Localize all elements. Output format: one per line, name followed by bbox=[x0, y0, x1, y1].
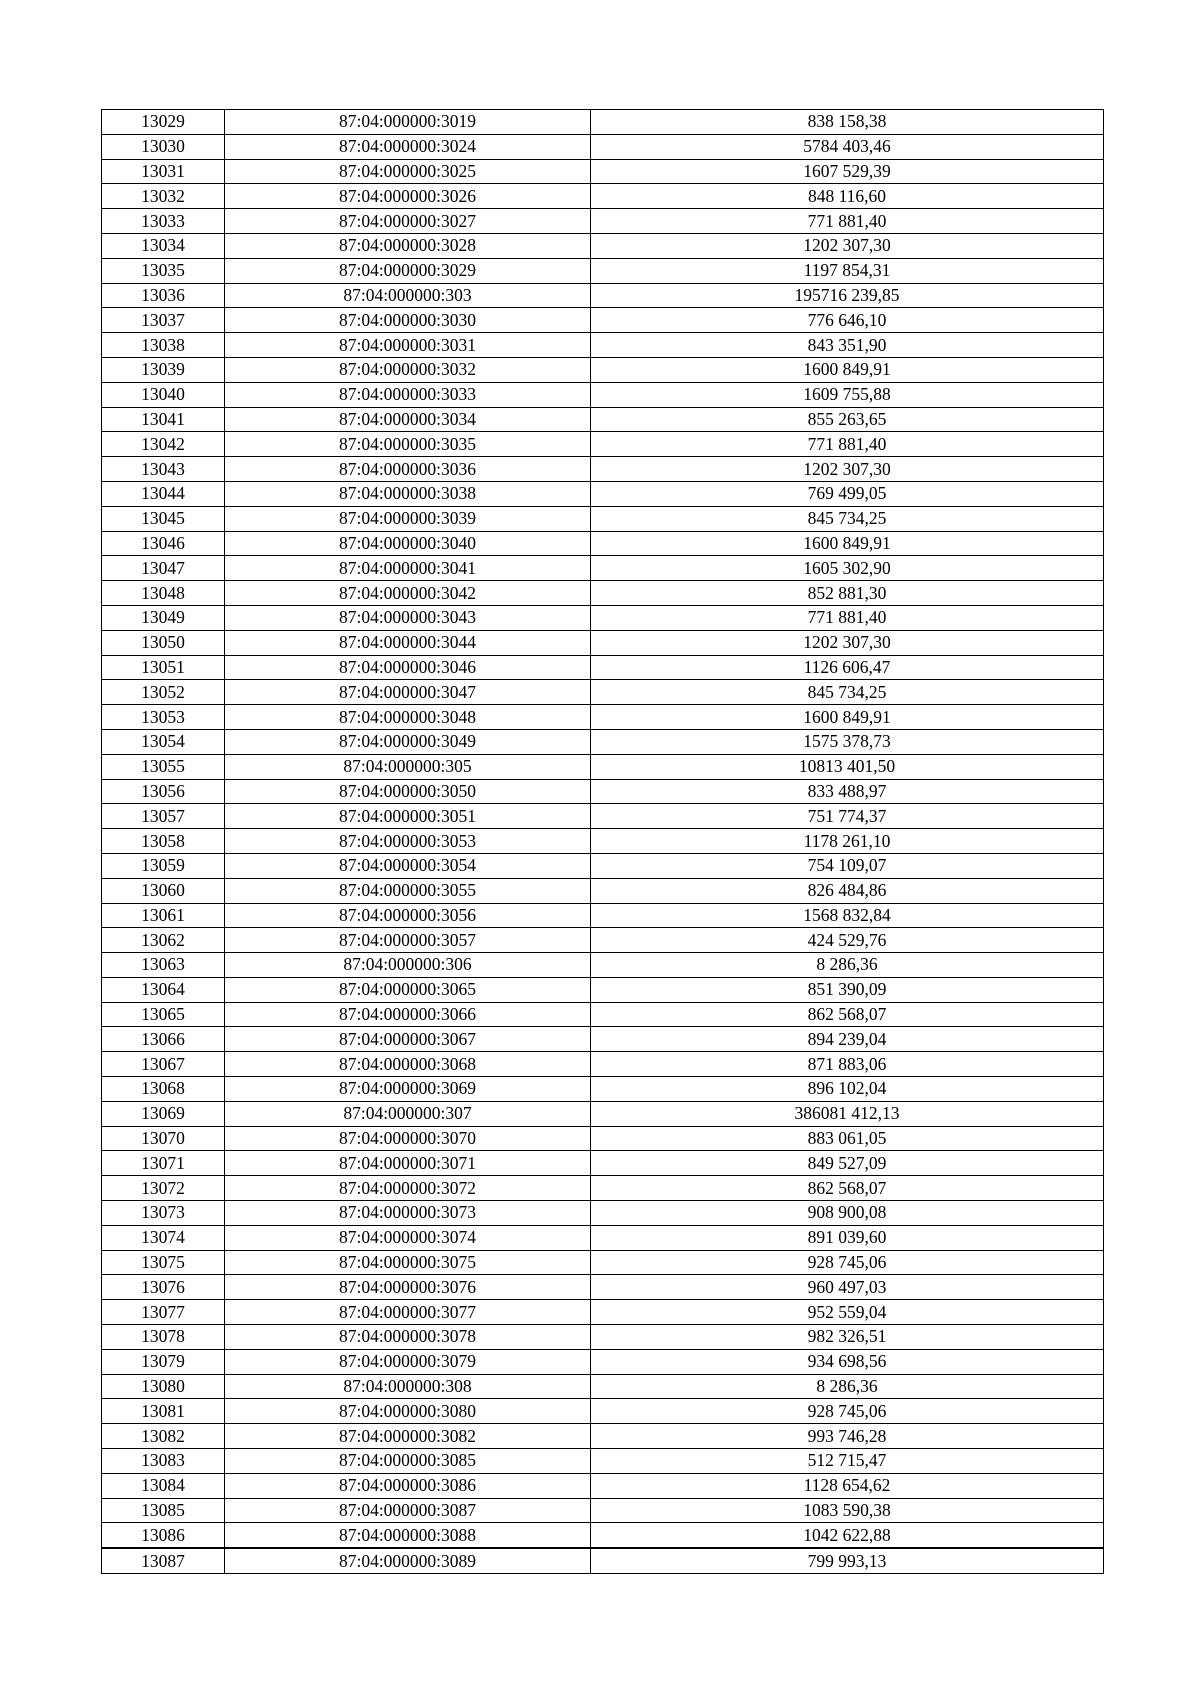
table-row bbox=[102, 953, 1104, 978]
cadastral-value-cell: 1197 854,31 bbox=[591, 258, 1104, 283]
table-row bbox=[102, 1027, 1104, 1052]
cadastral-value-cell: 1609 755,88 bbox=[591, 382, 1104, 407]
cadastral-number-cell: 87:04:000000:3078 bbox=[225, 1325, 591, 1350]
cadastral-value-cell: 852 881,30 bbox=[591, 581, 1104, 606]
cadastral-value-cell: 10813 401,50 bbox=[591, 754, 1104, 779]
table-row bbox=[102, 1349, 1104, 1374]
cadastral-value-cell: 1600 849,91 bbox=[591, 357, 1104, 382]
table-row bbox=[102, 184, 1104, 209]
cadastral-number-cell: 87:04:000000:3087 bbox=[225, 1498, 591, 1523]
cadastral-number-cell: 87:04:000000:308 bbox=[225, 1374, 591, 1399]
cadastral-number-cell: 87:04:000000:3050 bbox=[225, 779, 591, 804]
row-number-cell: 13040 bbox=[102, 382, 225, 407]
cadastral-value-cell: 1605 302,90 bbox=[591, 556, 1104, 581]
cadastral-value-cell: 982 326,51 bbox=[591, 1325, 1104, 1350]
table-row bbox=[102, 333, 1104, 358]
cadastral-value-cell: 1083 590,38 bbox=[591, 1498, 1104, 1523]
table-row bbox=[102, 1275, 1104, 1300]
table-row bbox=[102, 1126, 1104, 1151]
cadastral-value-cell: 894 239,04 bbox=[591, 1027, 1104, 1052]
cadastral-number-cell: 87:04:000000:307 bbox=[225, 1101, 591, 1126]
cadastral-value-cell: 5784 403,46 bbox=[591, 134, 1104, 159]
cadastral-number-cell: 87:04:000000:3082 bbox=[225, 1424, 591, 1449]
row-number-cell: 13048 bbox=[102, 581, 225, 606]
cadastral-number-cell: 87:04:000000:303 bbox=[225, 283, 591, 308]
cadastral-number-cell: 87:04:000000:3053 bbox=[225, 829, 591, 854]
row-number-cell: 13034 bbox=[102, 233, 225, 258]
row-number-cell: 13065 bbox=[102, 1002, 225, 1027]
cadastral-value-cell: 896 102,04 bbox=[591, 1077, 1104, 1102]
table-row bbox=[102, 1300, 1104, 1325]
cadastral-number-cell: 87:04:000000:3088 bbox=[225, 1523, 591, 1548]
table-row bbox=[102, 1498, 1104, 1523]
row-number-cell: 13044 bbox=[102, 481, 225, 506]
cadastral-number-cell: 87:04:000000:3071 bbox=[225, 1151, 591, 1176]
table-row bbox=[102, 1473, 1104, 1498]
table-row bbox=[102, 878, 1104, 903]
cadastral-number-cell: 87:04:000000:306 bbox=[225, 953, 591, 978]
row-number-cell: 13063 bbox=[102, 953, 225, 978]
table-row bbox=[102, 432, 1104, 457]
row-number-cell: 13062 bbox=[102, 928, 225, 953]
cadastral-value-cell: 769 499,05 bbox=[591, 481, 1104, 506]
cadastral-number-cell: 87:04:000000:3035 bbox=[225, 432, 591, 457]
row-number-cell: 13052 bbox=[102, 680, 225, 705]
cadastral-value-cell: 751 774,37 bbox=[591, 804, 1104, 829]
row-number-cell: 13084 bbox=[102, 1473, 225, 1498]
cadastral-number-cell: 87:04:000000:3065 bbox=[225, 977, 591, 1002]
row-number-cell: 13059 bbox=[102, 853, 225, 878]
cadastral-number-cell: 87:04:000000:3069 bbox=[225, 1077, 591, 1102]
cadastral-number-cell: 87:04:000000:3029 bbox=[225, 258, 591, 283]
cadastral-value-cell: 1178 261,10 bbox=[591, 829, 1104, 854]
row-number-cell: 13061 bbox=[102, 903, 225, 928]
cadastral-number-cell: 87:04:000000:3073 bbox=[225, 1201, 591, 1226]
cadastral-number-cell: 87:04:000000:3074 bbox=[225, 1225, 591, 1250]
cadastral-number-cell: 87:04:000000:3076 bbox=[225, 1275, 591, 1300]
table-row bbox=[102, 209, 1104, 234]
row-number-cell: 13064 bbox=[102, 977, 225, 1002]
cadastral-number-cell: 87:04:000000:3032 bbox=[225, 357, 591, 382]
row-number-cell: 13046 bbox=[102, 531, 225, 556]
row-number-cell: 13056 bbox=[102, 779, 225, 804]
cadastral-value-cell: 1607 529,39 bbox=[591, 159, 1104, 184]
cadastral-number-cell: 87:04:000000:3066 bbox=[225, 1002, 591, 1027]
cadastral-value-cell: 849 527,09 bbox=[591, 1151, 1104, 1176]
table-row bbox=[102, 779, 1104, 804]
cadastral-value-cell: 908 900,08 bbox=[591, 1201, 1104, 1226]
cadastral-number-cell: 87:04:000000:3019 bbox=[225, 110, 591, 135]
table-row bbox=[102, 605, 1104, 630]
cadastral-value-cell: 826 484,86 bbox=[591, 878, 1104, 903]
cadastral-value-cell: 776 646,10 bbox=[591, 308, 1104, 333]
table-row bbox=[102, 1101, 1104, 1126]
row-number-cell: 13066 bbox=[102, 1027, 225, 1052]
row-number-cell: 13085 bbox=[102, 1498, 225, 1523]
cadastral-number-cell: 87:04:000000:3030 bbox=[225, 308, 591, 333]
cadastral-value-cell: 891 039,60 bbox=[591, 1225, 1104, 1250]
table-row bbox=[102, 804, 1104, 829]
cadastral-value-cell: 8 286,36 bbox=[591, 1374, 1104, 1399]
table-row bbox=[102, 134, 1104, 159]
row-number-cell: 13087 bbox=[102, 1548, 225, 1573]
cadastral-value-cell: 1128 654,62 bbox=[591, 1473, 1104, 1498]
cadastral-number-cell: 87:04:000000:3046 bbox=[225, 655, 591, 680]
cadastral-number-cell: 87:04:000000:3048 bbox=[225, 705, 591, 730]
row-number-cell: 13031 bbox=[102, 159, 225, 184]
table-row bbox=[102, 977, 1104, 1002]
cadastral-number-cell: 87:04:000000:3070 bbox=[225, 1126, 591, 1151]
table-row bbox=[102, 1399, 1104, 1424]
cadastral-value-cell: 862 568,07 bbox=[591, 1176, 1104, 1201]
cadastral-value-cell: 851 390,09 bbox=[591, 977, 1104, 1002]
cadastral-number-cell: 87:04:000000:3034 bbox=[225, 407, 591, 432]
table-row bbox=[102, 853, 1104, 878]
cadastral-value-cell: 1575 378,73 bbox=[591, 729, 1104, 754]
cadastral-number-cell: 87:04:000000:3047 bbox=[225, 680, 591, 705]
cadastral-number-cell: 87:04:000000:3079 bbox=[225, 1349, 591, 1374]
table-row bbox=[102, 159, 1104, 184]
table-row bbox=[102, 903, 1104, 928]
cadastral-value-cell: 928 745,06 bbox=[591, 1250, 1104, 1275]
row-number-cell: 13049 bbox=[102, 605, 225, 630]
cadastral-number-cell: 87:04:000000:3043 bbox=[225, 605, 591, 630]
cadastral-value-cell: 928 745,06 bbox=[591, 1399, 1104, 1424]
cadastral-number-cell: 87:04:000000:3068 bbox=[225, 1052, 591, 1077]
table-row bbox=[102, 457, 1104, 482]
row-number-cell: 13079 bbox=[102, 1349, 225, 1374]
row-number-cell: 13053 bbox=[102, 705, 225, 730]
table-row bbox=[102, 233, 1104, 258]
row-number-cell: 13055 bbox=[102, 754, 225, 779]
cadastral-number-cell: 87:04:000000:3031 bbox=[225, 333, 591, 358]
cadastral-value-cell: 862 568,07 bbox=[591, 1002, 1104, 1027]
table-row bbox=[102, 754, 1104, 779]
row-number-cell: 13037 bbox=[102, 308, 225, 333]
row-number-cell: 13036 bbox=[102, 283, 225, 308]
row-number-cell: 13082 bbox=[102, 1424, 225, 1449]
cadastral-number-cell: 87:04:000000:3042 bbox=[225, 581, 591, 606]
row-number-cell: 13029 bbox=[102, 110, 225, 135]
cadastral-value-cell: 952 559,04 bbox=[591, 1300, 1104, 1325]
table-row bbox=[102, 407, 1104, 432]
cadastral-value-cell: 799 993,13 bbox=[591, 1548, 1104, 1573]
row-number-cell: 13072 bbox=[102, 1176, 225, 1201]
table-row bbox=[102, 705, 1104, 730]
cadastral-value-cell: 1042 622,88 bbox=[591, 1523, 1104, 1548]
table-row bbox=[102, 680, 1104, 705]
cadastral-number-cell: 87:04:000000:305 bbox=[225, 754, 591, 779]
cadastral-value-cell: 1202 307,30 bbox=[591, 233, 1104, 258]
row-number-cell: 13083 bbox=[102, 1449, 225, 1474]
cadastral-number-cell: 87:04:000000:3057 bbox=[225, 928, 591, 953]
row-number-cell: 13080 bbox=[102, 1374, 225, 1399]
cadastral-number-cell: 87:04:000000:3040 bbox=[225, 531, 591, 556]
row-number-cell: 13045 bbox=[102, 506, 225, 531]
cadastral-value-cell: 833 488,97 bbox=[591, 779, 1104, 804]
row-number-cell: 13070 bbox=[102, 1126, 225, 1151]
table-row bbox=[102, 283, 1104, 308]
table-row bbox=[102, 1449, 1104, 1474]
row-number-cell: 13039 bbox=[102, 357, 225, 382]
cadastral-value-cell: 512 715,47 bbox=[591, 1449, 1104, 1474]
row-number-cell: 13033 bbox=[102, 209, 225, 234]
table-row bbox=[102, 556, 1104, 581]
cadastral-value-cell: 855 263,65 bbox=[591, 407, 1104, 432]
cadastral-value-cell: 934 698,56 bbox=[591, 1349, 1104, 1374]
cadastral-number-cell: 87:04:000000:3051 bbox=[225, 804, 591, 829]
cadastral-number-cell: 87:04:000000:3067 bbox=[225, 1027, 591, 1052]
cadastral-number-cell: 87:04:000000:3044 bbox=[225, 630, 591, 655]
cadastral-value-cell: 845 734,25 bbox=[591, 506, 1104, 531]
table-row bbox=[102, 1052, 1104, 1077]
table-row bbox=[102, 110, 1104, 135]
cadastral-value-cell: 195716 239,85 bbox=[591, 283, 1104, 308]
cadastral-value-cell: 771 881,40 bbox=[591, 605, 1104, 630]
cadastral-value-cell: 1202 307,30 bbox=[591, 457, 1104, 482]
row-number-cell: 13050 bbox=[102, 630, 225, 655]
cadastral-number-cell: 87:04:000000:3085 bbox=[225, 1449, 591, 1474]
cadastral-number-cell: 87:04:000000:3089 bbox=[225, 1548, 591, 1573]
table-row bbox=[102, 357, 1104, 382]
cadastral-number-cell: 87:04:000000:3075 bbox=[225, 1250, 591, 1275]
row-number-cell: 13035 bbox=[102, 258, 225, 283]
cadastral-value-cell: 1600 849,91 bbox=[591, 705, 1104, 730]
cadastral-value-cell: 424 529,76 bbox=[591, 928, 1104, 953]
cadastral-value-table bbox=[101, 109, 1104, 1574]
row-number-cell: 13071 bbox=[102, 1151, 225, 1176]
row-number-cell: 13076 bbox=[102, 1275, 225, 1300]
cadastral-number-cell: 87:04:000000:3086 bbox=[225, 1473, 591, 1498]
cadastral-value-cell: 1600 849,91 bbox=[591, 531, 1104, 556]
row-number-cell: 13074 bbox=[102, 1225, 225, 1250]
cadastral-number-cell: 87:04:000000:3056 bbox=[225, 903, 591, 928]
cadastral-number-cell: 87:04:000000:3039 bbox=[225, 506, 591, 531]
cadastral-value-cell: 771 881,40 bbox=[591, 209, 1104, 234]
table-row bbox=[102, 1523, 1104, 1548]
row-number-cell: 13075 bbox=[102, 1250, 225, 1275]
cadastral-number-cell: 87:04:000000:3055 bbox=[225, 878, 591, 903]
cadastral-value-cell: 960 497,03 bbox=[591, 1275, 1104, 1300]
table-row bbox=[102, 258, 1104, 283]
row-number-cell: 13038 bbox=[102, 333, 225, 358]
row-number-cell: 13081 bbox=[102, 1399, 225, 1424]
cadastral-value-cell: 838 158,38 bbox=[591, 110, 1104, 135]
cadastral-value-cell: 993 746,28 bbox=[591, 1424, 1104, 1449]
cadastral-value-cell: 1126 606,47 bbox=[591, 655, 1104, 680]
cadastral-value-cell: 1202 307,30 bbox=[591, 630, 1104, 655]
table-row bbox=[102, 729, 1104, 754]
row-number-cell: 13073 bbox=[102, 1201, 225, 1226]
table-row bbox=[102, 531, 1104, 556]
table-row bbox=[102, 928, 1104, 953]
table-row bbox=[102, 308, 1104, 333]
cadastral-value-cell: 8 286,36 bbox=[591, 953, 1104, 978]
row-number-cell: 13057 bbox=[102, 804, 225, 829]
cadastral-number-cell: 87:04:000000:3072 bbox=[225, 1176, 591, 1201]
table-row bbox=[102, 1374, 1104, 1399]
table-row bbox=[102, 630, 1104, 655]
row-number-cell: 13058 bbox=[102, 829, 225, 854]
cadastral-number-cell: 87:04:000000:3038 bbox=[225, 481, 591, 506]
cadastral-number-cell: 87:04:000000:3041 bbox=[225, 556, 591, 581]
cadastral-number-cell: 87:04:000000:3025 bbox=[225, 159, 591, 184]
row-number-cell: 13069 bbox=[102, 1101, 225, 1126]
cadastral-value-cell: 845 734,25 bbox=[591, 680, 1104, 705]
table-body bbox=[102, 110, 1104, 1574]
cadastral-number-cell: 87:04:000000:3036 bbox=[225, 457, 591, 482]
cadastral-value-cell: 1568 832,84 bbox=[591, 903, 1104, 928]
row-number-cell: 13086 bbox=[102, 1523, 225, 1548]
cadastral-number-cell: 87:04:000000:3026 bbox=[225, 184, 591, 209]
cadastral-number-cell: 87:04:000000:3049 bbox=[225, 729, 591, 754]
table-row bbox=[102, 1424, 1104, 1449]
row-number-cell: 13043 bbox=[102, 457, 225, 482]
row-number-cell: 13054 bbox=[102, 729, 225, 754]
row-number-cell: 13067 bbox=[102, 1052, 225, 1077]
row-number-cell: 13068 bbox=[102, 1077, 225, 1102]
row-number-cell: 13047 bbox=[102, 556, 225, 581]
table-row bbox=[102, 1151, 1104, 1176]
row-number-cell: 13032 bbox=[102, 184, 225, 209]
table-row bbox=[102, 1002, 1104, 1027]
cadastral-number-cell: 87:04:000000:3027 bbox=[225, 209, 591, 234]
table-row bbox=[102, 1176, 1104, 1201]
table-row bbox=[102, 481, 1104, 506]
cadastral-number-cell: 87:04:000000:3054 bbox=[225, 853, 591, 878]
table-row bbox=[102, 1548, 1104, 1573]
cadastral-value-cell: 843 351,90 bbox=[591, 333, 1104, 358]
row-number-cell: 13051 bbox=[102, 655, 225, 680]
row-number-cell: 13030 bbox=[102, 134, 225, 159]
row-number-cell: 13060 bbox=[102, 878, 225, 903]
table-row bbox=[102, 1201, 1104, 1226]
row-number-cell: 13041 bbox=[102, 407, 225, 432]
table-row bbox=[102, 1225, 1104, 1250]
cadastral-value-cell: 871 883,06 bbox=[591, 1052, 1104, 1077]
row-number-cell: 13078 bbox=[102, 1325, 225, 1350]
cadastral-number-cell: 87:04:000000:3024 bbox=[225, 134, 591, 159]
row-number-cell: 13042 bbox=[102, 432, 225, 457]
table-row bbox=[102, 1077, 1104, 1102]
table-row bbox=[102, 1325, 1104, 1350]
table-row bbox=[102, 382, 1104, 407]
row-number-cell: 13077 bbox=[102, 1300, 225, 1325]
cadastral-number-cell: 87:04:000000:3028 bbox=[225, 233, 591, 258]
cadastral-value-cell: 771 881,40 bbox=[591, 432, 1104, 457]
cadastral-number-cell: 87:04:000000:3033 bbox=[225, 382, 591, 407]
cadastral-value-cell: 883 061,05 bbox=[591, 1126, 1104, 1151]
table-row bbox=[102, 655, 1104, 680]
table-row bbox=[102, 506, 1104, 531]
table-row bbox=[102, 829, 1104, 854]
cadastral-number-cell: 87:04:000000:3080 bbox=[225, 1399, 591, 1424]
table-row bbox=[102, 1250, 1104, 1275]
cadastral-value-cell: 386081 412,13 bbox=[591, 1101, 1104, 1126]
table-row bbox=[102, 581, 1104, 606]
cadastral-value-cell: 848 116,60 bbox=[591, 184, 1104, 209]
cadastral-number-cell: 87:04:000000:3077 bbox=[225, 1300, 591, 1325]
cadastral-value-cell: 754 109,07 bbox=[591, 853, 1104, 878]
